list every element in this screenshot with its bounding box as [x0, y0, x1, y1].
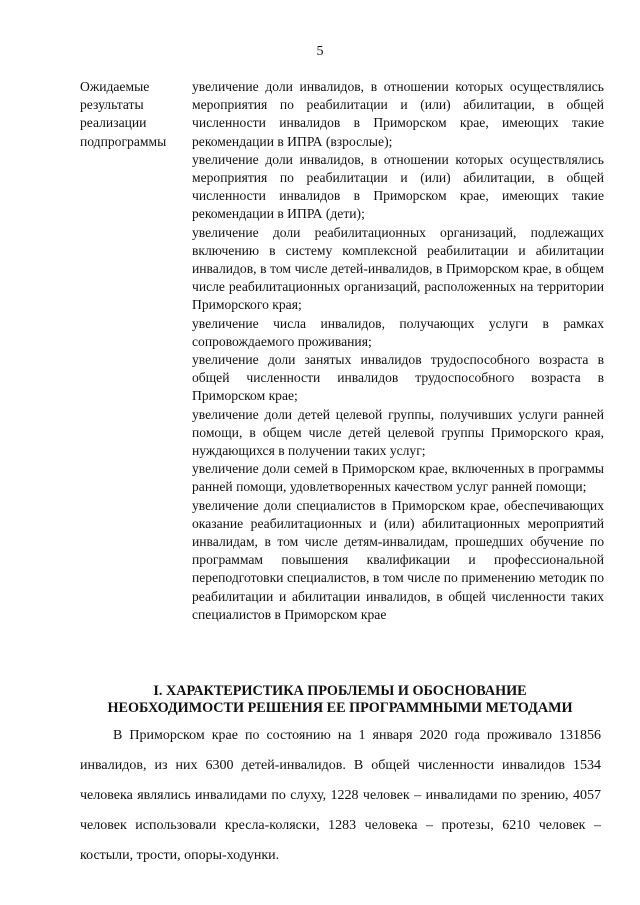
expected-result-item: увеличение доли специалистов в Приморском крае, обеспечивающих оказание реабилитационных и (или) абилитационных мероприятий инвалидам, в том числе детям-инвалидам, прошедших обучение по программам повышения квалификации и профессиональной переподготовки специалистов, в том числе по применению методик по реабилитации и абилитации инвалидов, в общей численности таких специалистов в Приморском крае: [192, 497, 604, 622]
expected-result-item: увеличение доли инвалидов, в отношении которых осуществлялись мероприятия по реабилитации и (или) абилитации, в общей численности инвалидов в Приморском крае, имеющих такие рекомендации в ИПРА (взрослые);: [192, 79, 604, 149]
expected-result-item: увеличение доли реабилитационных организаций, подлежащих включению в систему комплексной реабилитации и абилитации инвалидов, в том числе детей-инвалидов, в Приморском крае, в общем числе реабилитационных организаций, расположенных на территории Приморского края;: [192, 224, 604, 313]
section-heading-line: НЕОБХОДИМОСТИ РЕШЕНИЯ ЕЕ ПРОГРАММНЫМИ МЕТОДАМИ: [107, 700, 573, 716]
passport-table: [80, 78, 604, 624]
expected-result-item: увеличение числа инвалидов, получающих услуги в рамках сопровождаемого проживания;: [192, 315, 604, 349]
page-number: 5: [316, 44, 324, 59]
section-paragraph: В Приморском крае по состоянию на 1 января 2020 года проживало 131856 инвалидов, из них 6300 детей-инвалидов. В общей численности инвалидов 1534 человека являлись инвалидами по слуху, 1228 человек – инвалидами по зрению, 4057 человек использовали кресла-коляски, 1283 человека – протезы, 6210 человек – костыли, трости, опоры-ходунки.: [80, 728, 601, 863]
expected-result-item: увеличение доли занятых инвалидов трудоспособного возраста в общей численности инвалидов трудоспособного возраста в Приморском крае;: [192, 352, 604, 404]
expected-result-item: увеличение доли детей целевой группы, получивших услуги ранней помощи, в общем числе детей целевой группы Приморского края, нуждающихся в получении таких услуг;: [192, 406, 604, 459]
passport-row-content: [192, 78, 604, 624]
expected-result-item: увеличение доли семей в Приморском крае, включенных в программы ранней помощи, удовлетворенных качеством услуг ранней помощи;: [192, 461, 604, 495]
expected-result-item: увеличение доли инвалидов, в отношении которых осуществлялись мероприятия по реабилитации и (или) абилитации, в общей численности инвалидов в Приморском крае, имеющих такие рекомендации в ИПРА (дети);: [192, 151, 604, 222]
section-heading-line: I. ХАРАКТЕРИСТИКА ПРОБЛЕМЫ И ОБОСНОВАНИЕ: [153, 683, 527, 699]
section-heading: [60, 683, 620, 717]
passport-row-label: Ожидаемые результаты реализации подпрограммы: [80, 79, 167, 149]
